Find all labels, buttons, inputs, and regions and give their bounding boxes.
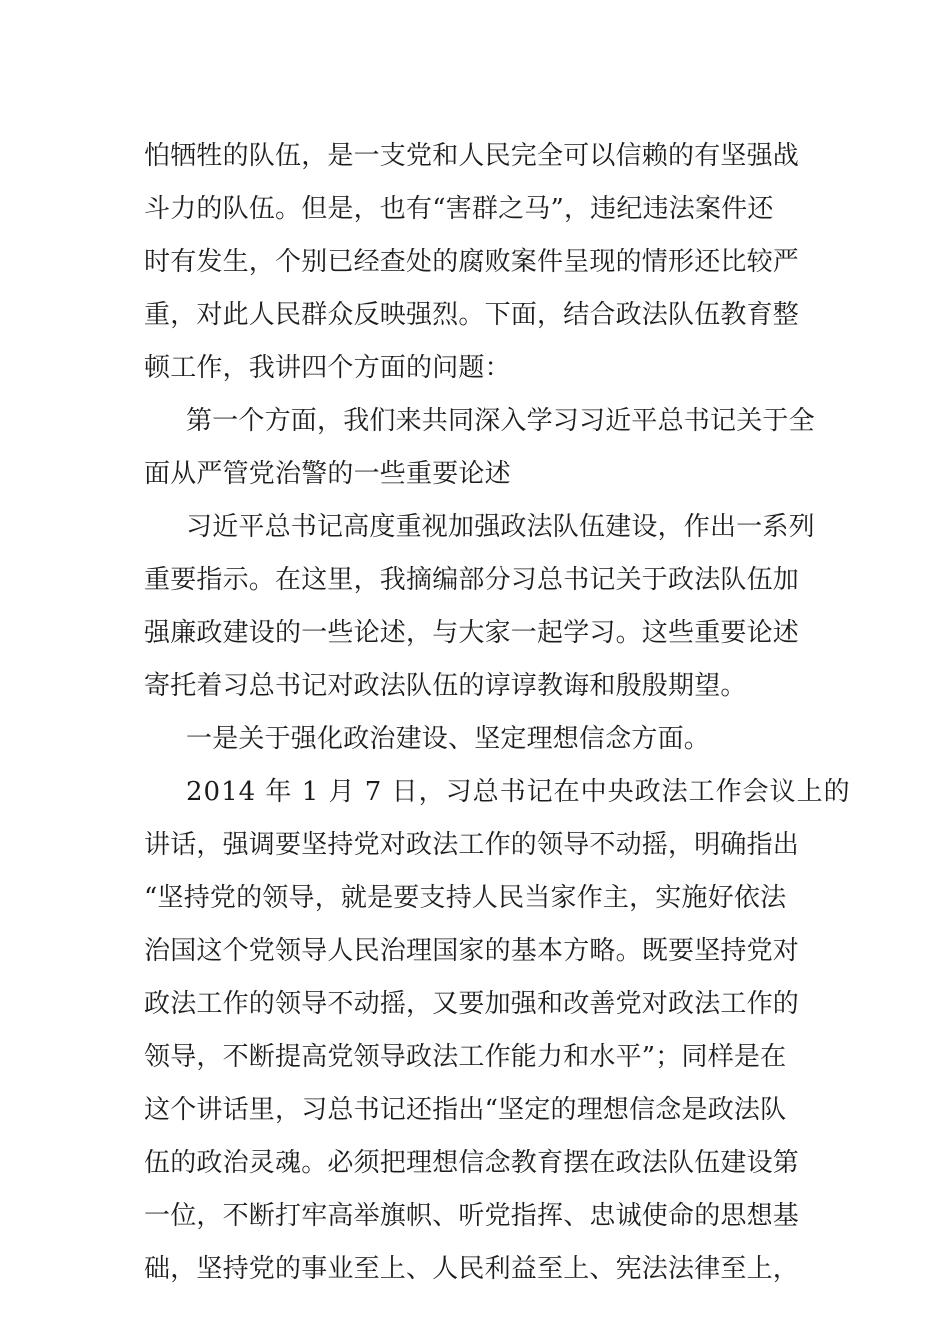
text-line: 重要指示。在这里，我摘编部分习总书记关于政法队伍加	[144, 565, 800, 595]
text-line: 这个讲话里，习总书记还指出“坚定的理想信念是政法队	[144, 1095, 787, 1125]
text-line: 时有发生，个别已经查处的腐败案件呈现的情形还比较严	[144, 247, 800, 277]
text-line: 础，坚持党的事业至上、人民利益至上、宪法法律至上，	[144, 1254, 800, 1284]
text-line: 伍的政治灵魂。必须把理想信念教育摆在政法队伍建设第	[144, 1148, 800, 1178]
text-line: 重，对此人民群众反映强烈。下面，结合政法队伍教育整	[144, 300, 800, 330]
section-heading-line: 面从严管党治警的一些重要论述	[144, 459, 511, 489]
text-line: 领导，不断提高党领导政法工作能力和水平”；同样是在	[144, 1042, 787, 1072]
text-line: 政法工作的领导不动摇，又要加强和改善党对政法工作的	[144, 989, 800, 1019]
text-line: 寄托着习总书记对政法队伍的谆谆教诲和殷殷期望。	[144, 671, 747, 701]
text-line: 一位，不断打牢高举旗帜、听党指挥、忠诚使命的思想基	[144, 1201, 800, 1231]
text-line: 讲话，强调要坚持党对政法工作的领导不动摇，明确指出	[144, 830, 800, 860]
text-line: 2014 年 1 月 7 日，习总书记在中央政法工作会议上的	[186, 777, 851, 807]
text-line: 顿工作，我讲四个方面的问题：	[144, 353, 511, 383]
text-line: 治国这个党领导人民治理国家的基本方略。既要坚持党对	[144, 936, 800, 966]
subheading-line: 一是关于强化政治建设、坚定理想信念方面。	[186, 724, 711, 754]
text-line: 怕牺牲的队伍，是一支党和人民完全可以信赖的有坚强战	[144, 141, 800, 171]
text-line: 强廉政建设的一些论述，与大家一起学习。这些重要论述	[144, 618, 800, 648]
text-line: “坚持党的领导，就是要支持人民当家作主，实施好依法	[144, 883, 787, 913]
text-line: 斗力的队伍。但是，也有“害群之马”，违纪违法案件还	[144, 194, 774, 224]
text-line: 习近平总书记高度重视加强政法队伍建设，作出一系列	[186, 512, 815, 542]
section-heading-line: 第一个方面，我们来共同深入学习习近平总书记关于全	[186, 406, 815, 436]
